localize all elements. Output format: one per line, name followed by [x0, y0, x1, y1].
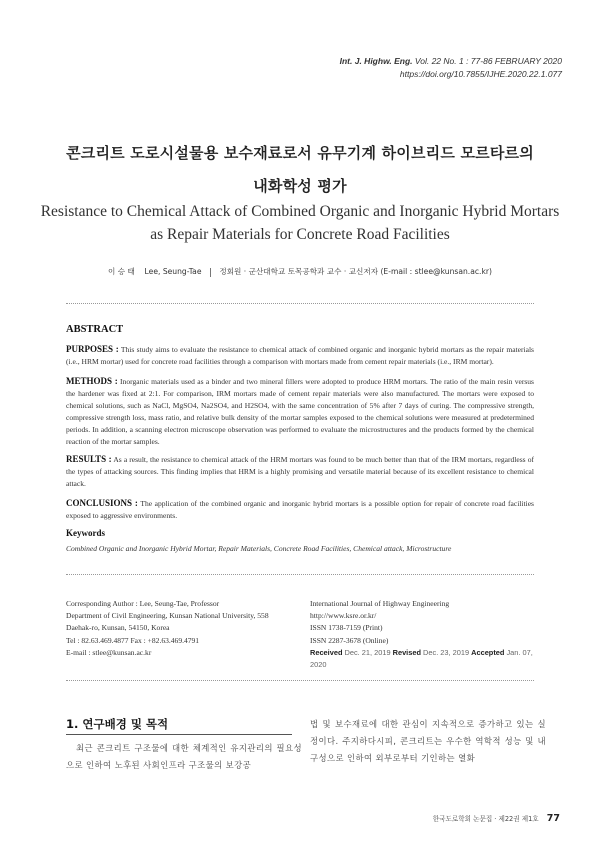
body-right-column — [310, 716, 546, 767]
accepted-date: Jan. 07, 2020 — [310, 647, 533, 670]
received-label: Received — [310, 647, 343, 657]
purposes-text: This study aims to evaluate the resistance to chemical attack of combined organic and inorganic hybrid mortars as the repair materials (i.e., HRM mortar) used for concrete road facilities through a comparison with mortars made from cement repair materials (i.e., IRM mortar). — [66, 345, 534, 366]
keywords-heading: Keywords — [66, 528, 105, 538]
corresponding-author-dept: Department of Civil Engineering, Kunsan National University, 558 — [66, 611, 269, 621]
corresponding-author-name: Corresponding Author : Lee, Seung-Tae, Professor — [66, 599, 220, 608]
body-right-text: 법 및 보수재료에 대한 관심이 지속적으로 증가하고 있는 실정이다. 주지하다시피, 콘크리트는 우수한 역학적 성능 및 내구성으로 인하여 외부로부터 기인하는 열화 — [310, 719, 546, 763]
journal-name: International Journal of Highway Engineering — [310, 599, 450, 608]
footer-journal-issue: 한국도로학회 논문집 · 제22권 제1호 — [432, 815, 539, 823]
conclusions-paragraph — [66, 497, 534, 522]
issn-online: ISSN 2287-3678 (Online) — [310, 635, 389, 645]
section-heading: 1. 연구배경 및 목적 — [66, 717, 169, 731]
revised-label: Revised — [392, 647, 421, 657]
methods-text: Inorganic materials used as a binder and two mineral fillers were adopted to produce HRM mortars. The ratio of the main resin versus the hardener was fixed at 2:1. For comparison, IRM mortars made of cement repair materials were also manufactured. The mortars were exposed to chemical solutions, such as NaCl, MgSO4, Na2SO4, and H2SO4, with the same concentration of 5% after 7 days of curing. The compressive strength, compressive strength loss, mass ratio, and relative bulk density of the mortar samples exposed to the chemical solutions were measured at predetermined periods. In addition, a scanning electron microscope observation was performed to evaluate the microstructures and the products formed by the chemical reaction of the mortar samples. — [66, 377, 534, 446]
korean-title-line-2: 내화학성 평가 — [253, 177, 347, 195]
author-name-english: Lee, Seung-Tae — [144, 267, 202, 276]
author-line — [0, 266, 600, 277]
methods-label: METHODS : — [66, 376, 118, 386]
body-left-text: 최근 콘크리트 구조물에 대한 체계적인 유지관리의 필요성으로 인하여 노후된 사회인프라 구조물의 보강공 — [66, 743, 302, 770]
accepted-label: Accepted — [471, 647, 505, 657]
author-name-korean: 이 승 태 — [108, 267, 135, 276]
purposes-paragraph — [66, 343, 534, 368]
journal-citation — [340, 55, 562, 81]
journal-abbreviation: Int. J. Highw. Eng. — [339, 56, 413, 66]
methods-paragraph — [66, 375, 534, 448]
corresponding-author-address: Daehak-ro, Kunsan, 54150, Korea — [66, 623, 170, 633]
korean-title — [0, 137, 600, 203]
keywords-text: Combined Organic and Inorganic Hybrid Mortar, Repair Materials, Concrete Road Facilities, Chemical attack, Microstructure — [66, 544, 452, 553]
results-text: As a result, the resistance to chemical attack of the HRM mortars was found to be much better than that of the IRM mortars, regardless of the types of attacking sources. This finding implies that HRM is a highly promising and versatile material because of its excellent resistance to chemical attack. — [66, 455, 534, 488]
revised-date: Dec. 23, 2019 — [423, 647, 470, 657]
korean-title-line-1: 콘크리트 도로시설물용 보수재료로서 유무기계 하이브리드 모르타르의 — [66, 144, 534, 162]
conclusions-text: The application of the combined organic and inorganic hybrid mortars is a possible option for repair of concrete road facilities exposed to aggressive environments. — [66, 499, 534, 520]
doi-link[interactable]: https://doi.org/10.7855/IJHE.2020.22.1.077 — [399, 69, 562, 79]
english-title — [0, 200, 600, 246]
corresponding-author-phone: Tel : 82.63.469.4877 Fax : +82.63.469.4791 — [66, 635, 200, 645]
results-label: RESULTS : — [66, 454, 112, 464]
section-heading-rule — [66, 734, 292, 735]
conclusions-label: CONCLUSIONS : — [66, 498, 138, 508]
journal-url[interactable]: http://www.ksre.or.kr/ — [310, 611, 377, 621]
divider-top — [66, 303, 534, 304]
divider-bottom — [66, 680, 534, 681]
abstract-heading: ABSTRACT — [66, 324, 124, 335]
page-number: 77 — [546, 813, 560, 824]
review-dates — [310, 647, 550, 671]
issn-print: ISSN 1738-7159 (Print) — [310, 623, 383, 633]
purposes-label: PURPOSES : — [66, 344, 119, 354]
english-title-line-2: as Repair Materials for Concrete Road Facilities — [150, 226, 450, 243]
author-affiliation: 정회원 · 군산대학교 토목공학과 교수 · 교신저자 (E-mail : stlee@kunsan.ac.kr) — [219, 267, 492, 276]
corresponding-author-block — [66, 598, 296, 659]
results-paragraph — [66, 453, 534, 490]
page-footer — [433, 813, 560, 824]
author-separator — [210, 268, 211, 277]
divider-middle — [66, 574, 534, 575]
corresponding-author-email[interactable]: E-mail : stlee@kunsan.ac.kr — [66, 647, 152, 657]
received-date: Dec. 21, 2019 — [344, 647, 391, 657]
body-left-column — [66, 740, 302, 774]
volume-info: Vol. 22 No. 1 : 77-86 FEBRUARY 2020 — [414, 56, 562, 66]
english-title-line-1: Resistance to Chemical Attack of Combined Organic and Inorganic Hybrid Mortars — [40, 203, 560, 220]
journal-info-block — [310, 598, 550, 671]
